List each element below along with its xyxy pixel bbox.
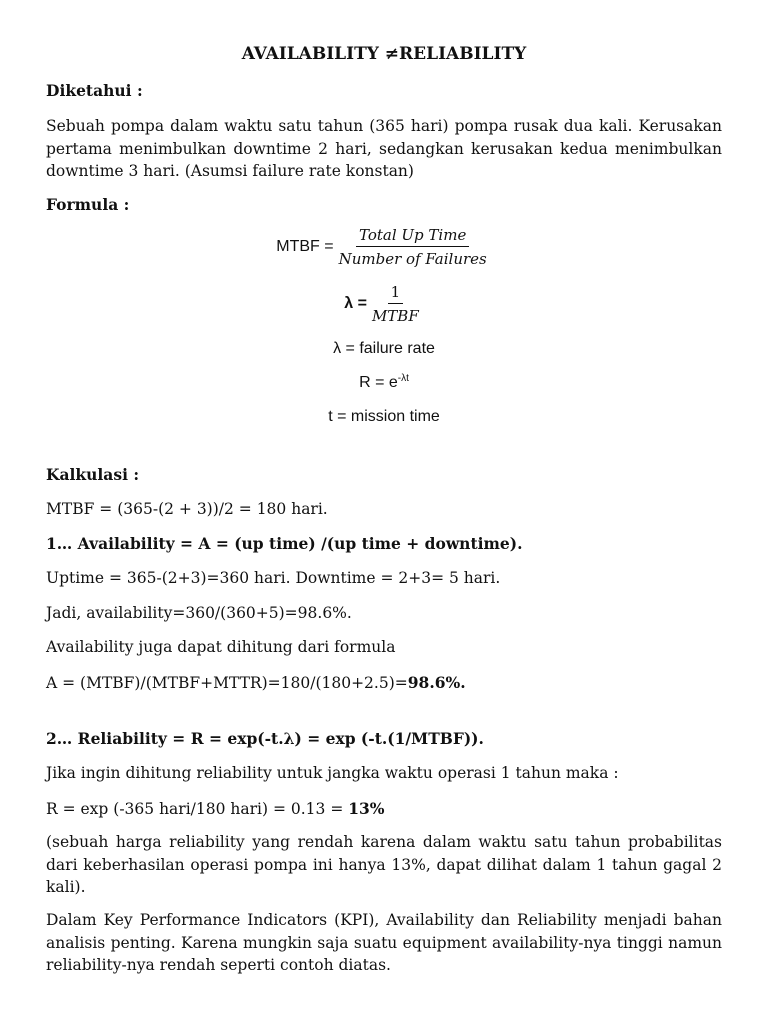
lambda-fraction [369,283,422,325]
kpi-paragraph: Dalam Key Performance Indicators (KPI), Availability dan Reliability menjadi bahan analisis penting. Karena mungkin saja suatu equipment availability-nya tinggi namun reliability-nya rendah seperti contoh diatas. [46,911,722,974]
availability-heading: 1… Availability = A = (up time) /(up time + downtime). [46,534,523,553]
availability-result-line: Jadi, availability=360/(360+5)=98.6%. [46,604,352,622]
reliability-formula [0,373,768,392]
mtbf-numerator: Total Up Time [356,226,469,247]
availability-formula: A = (MTBF)/(MTBF+MTTR)=180/(180+2.5)= [46,674,408,692]
formula-heading: Formula : [46,195,130,214]
reliability-exponent: -λt [397,373,409,384]
lambda-definition: λ = failure rate [333,340,435,357]
reliability-calculation: R = exp (-365 hari/180 hari) = 0.13 = [46,800,349,818]
lambda-equation [0,283,768,325]
mtbf-denominator: Number of Failures [338,250,487,268]
uptime-line: Uptime = 365-(2+3)=360 hari. Downtime = 2+3= 5 hari. [46,569,501,587]
kalkulasi-heading: Kalkulasi : [46,465,140,484]
availability-formula-intro: Availability juga dapat dihitung dari formula [46,638,396,656]
reliability-base: R = e [359,374,398,391]
reliability-intro: Jika ingin dihitung reliability untuk jangka waktu operasi 1 tahun maka : [46,764,619,782]
mtbf-calculation: MTBF = (365-(2 + 3))/2 = 180 hari. [46,500,328,518]
diketahui-paragraph: Sebuah pompa dalam waktu satu tahun (365 hari) pompa rusak dua kali. Kerusakan pertama menimbulkan downtime 2 hari, sedangkan kerusakan kedua menimbulkan downtime 3 hari. (Asumsi failure rate konstan) [46,117,722,180]
reliability-heading: 2… Reliability = R = exp(-t.λ) = exp (-t.(1/MTBF)). [46,729,484,748]
reliability-calculation-line [46,797,385,821]
lambda-lhs: λ = [344,295,367,312]
mission-time-definition: t = mission time [328,408,440,425]
availability-formula-line [46,671,466,695]
mtbf-lhs: MTBF = [276,238,334,255]
lambda-denominator: MTBF [371,307,419,325]
diketahui-heading: Diketahui : [46,81,143,100]
availability-result: 98.6%. [407,673,466,692]
page-title: AVAILABILITY ≠RELIABILITY [241,44,527,64]
lambda-numerator: 1 [388,283,404,304]
reliability-note: (sebuah harga reliability yang rendah karena dalam waktu satu tahun probabilitas dari keberhasilan operasi pompa ini hanya 13%, dapat dilihat dalam 1 tahun gagal 2 kali). [46,833,722,896]
mtbf-fraction [336,226,490,268]
reliability-result: 13% [348,799,385,818]
mtbf-equation [0,226,768,268]
